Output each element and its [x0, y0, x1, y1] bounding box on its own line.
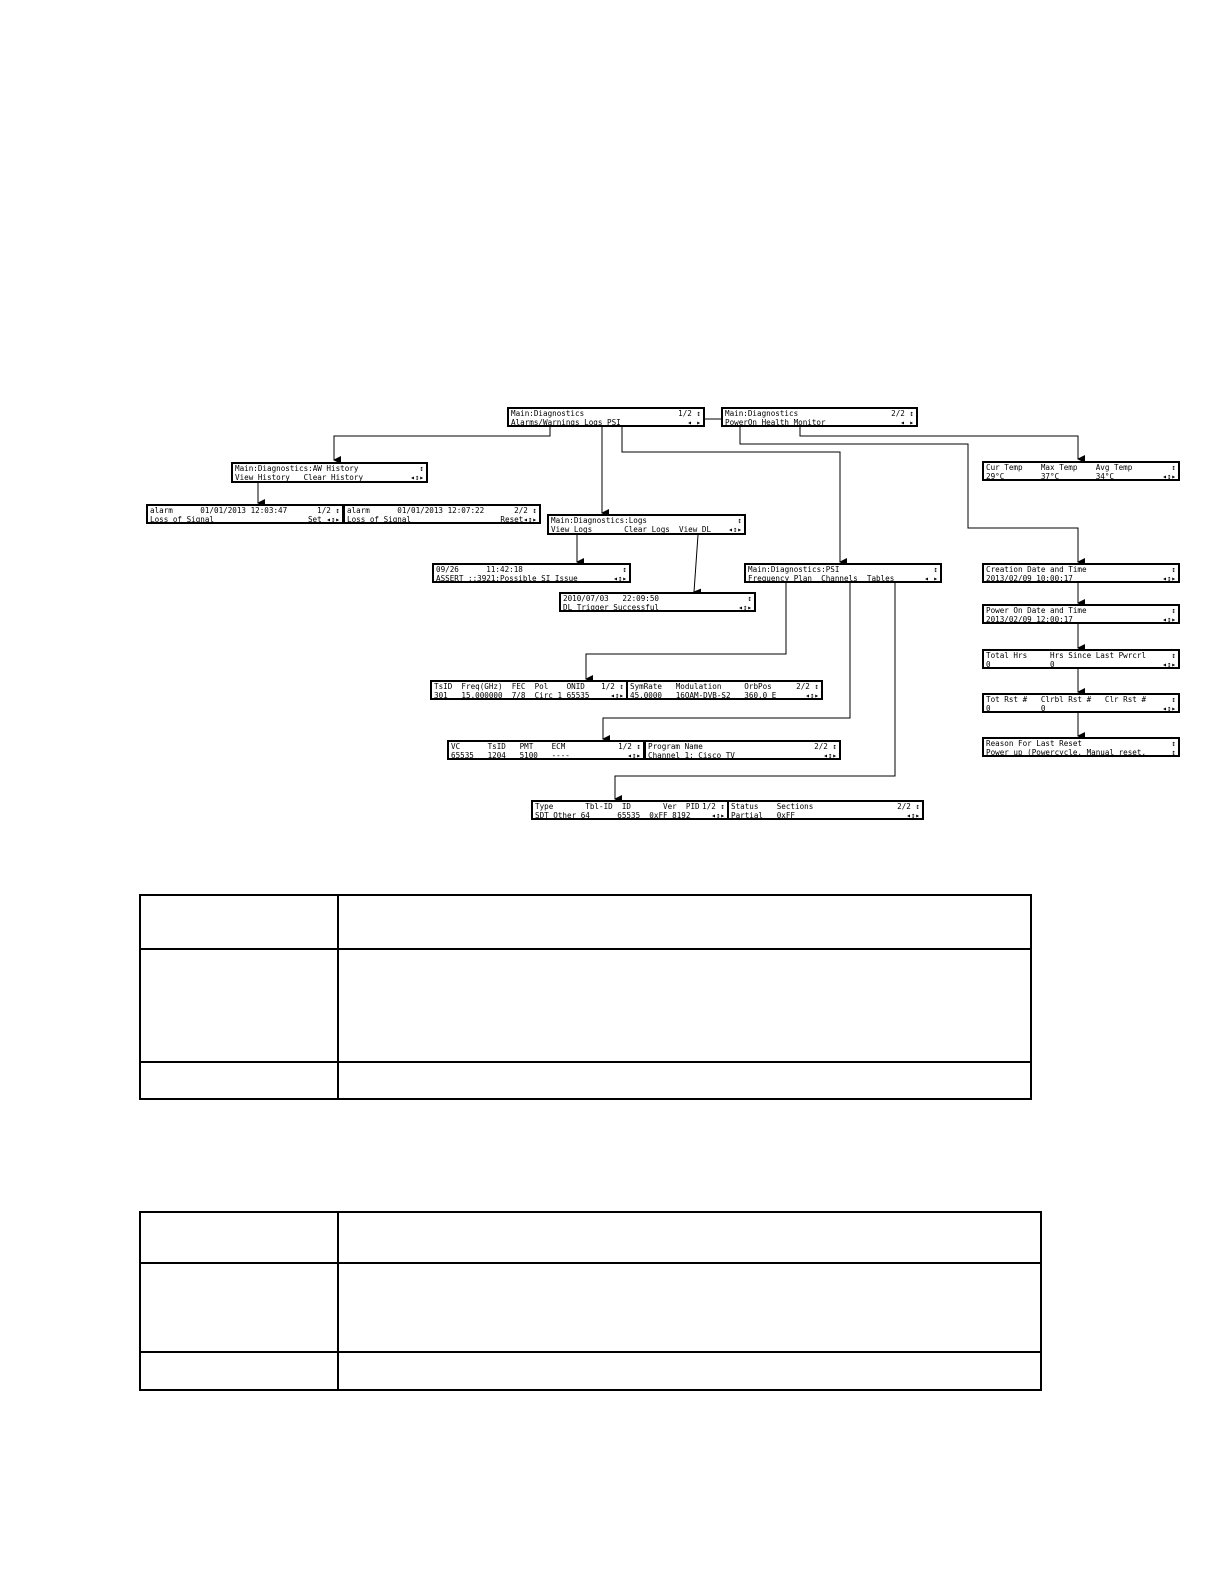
alarm-action: Reset: [500, 514, 524, 524]
screen-line1: Total Hrs Hrs Since Last Pwrcrl: [986, 651, 1147, 660]
scroll-arrows-icon: ↕: [747, 594, 752, 603]
screen-line2: 0 0: [986, 703, 1046, 713]
scroll-arrows-icon: ↕: [933, 565, 938, 574]
scroll-arrows-icon: ↕: [622, 565, 627, 574]
screen-line2: Partial 0xFF: [731, 810, 796, 820]
scroll-arrows-icon: ↕: [1171, 565, 1176, 574]
table-cell: [338, 1263, 1041, 1352]
page-indicator: 2/2: [891, 409, 905, 418]
scroll-arrows-icon: ↕: [720, 802, 725, 811]
screen-line1: Cur Temp Max Temp Avg Temp: [986, 463, 1133, 472]
screen-line2: 65535 1204 5100 ----: [451, 750, 570, 760]
nav-arrows-icon: ◂ ▸: [924, 573, 938, 583]
scroll-arrows-icon: ↕: [1171, 463, 1176, 472]
table-cell: [140, 949, 338, 1062]
screen-dl-entry: [559, 592, 756, 612]
page-indicator: 2/2: [796, 682, 810, 691]
page-indicator: 1/2: [618, 742, 632, 751]
scroll-arrows-icon: ↕: [832, 742, 837, 751]
nav-arrows-icon: ◂ ▸: [687, 417, 701, 427]
screen-line2: Channel 1: Cisco TV: [648, 750, 735, 760]
scroll-arrows-icon: ↕: [737, 516, 742, 525]
screen-line1: Reason For Last Reset: [986, 739, 1083, 748]
screen-line1: Main:Diagnostics:PSI: [748, 565, 840, 574]
screen-last-reset-reason: [982, 737, 1180, 757]
screen-line1: Main:Diagnostics: [511, 409, 585, 418]
screen-line1: TsID Freq(GHz) FEC Pol ONID: [434, 682, 585, 691]
screen-line2: View History Clear History: [235, 472, 364, 482]
table-2: [139, 1211, 1042, 1391]
screen-line2: 301 15.000000 7/8 Circ 1 65535: [434, 690, 590, 700]
nav-arrows-icon: ◂↕▸: [410, 472, 424, 482]
screen-line2: Frequency Plan Channels Tables: [748, 573, 895, 583]
screen-line1: 09/26 11:42:18: [436, 565, 523, 574]
nav-arrows-icon: ◂↕▸: [610, 690, 624, 700]
screen-tables-page1: [531, 800, 729, 820]
screen-line1: 2010/07/03 22:09:50: [563, 594, 660, 603]
scroll-arrows-icon: ↕: [915, 802, 920, 811]
screen-line1: Main:Diagnostics:AW History: [235, 464, 359, 473]
screen-reset-counts: [982, 693, 1180, 713]
nav-arrows-icon: ◂↕▸: [1162, 703, 1176, 713]
table-row: [140, 949, 1031, 1062]
screen-line1: alarm 01/01/2013 12:03:47: [150, 506, 288, 515]
screen-channels-page1: [447, 740, 645, 760]
table-cell: [338, 1352, 1041, 1390]
screen-line2: 2013/02/09 10:00:17: [986, 573, 1073, 583]
screen-alarm-page2: [343, 504, 541, 524]
screen-logs: [547, 514, 746, 535]
screen-line1: Creation Date and Time: [986, 565, 1087, 574]
link-diag1-awhistory: [334, 427, 550, 460]
table-row: [140, 1352, 1041, 1390]
scroll-arrows-icon: ↕: [1171, 747, 1176, 757]
nav-arrows-icon: ◂↕▸: [1162, 573, 1176, 583]
page-indicator: 1/2: [678, 409, 692, 418]
nav-arrows-icon: ◂↕▸: [627, 750, 641, 760]
screen-line2: 45.0000 16QAM-DVB-S2 360.0 E: [630, 690, 777, 700]
scroll-arrows-icon: ↕: [909, 409, 914, 418]
table-row: [140, 1062, 1031, 1099]
nav-arrows-icon: ◂↕▸: [1162, 614, 1176, 624]
nav-arrows-icon: ◂↕▸: [906, 810, 920, 820]
screen-frequency-plan-page2: [626, 680, 823, 700]
screen-diagnostics-page2: [721, 407, 918, 427]
screen-line1: Power On Date and Time: [986, 606, 1087, 615]
page-indicator: 1/2: [702, 802, 716, 811]
scroll-arrows-icon: ↕: [1171, 651, 1176, 660]
screen-line2: 0 0: [986, 659, 1055, 669]
link-logs-dl: [694, 535, 698, 592]
scroll-arrows-icon: ↕: [696, 409, 701, 418]
page-indicator: 2/2: [514, 506, 528, 515]
screen-alarm-page1: [146, 504, 344, 524]
table-cell: [338, 895, 1031, 949]
nav-arrows-icon: ◂↕▸: [738, 602, 752, 612]
screen-line1: Main:Diagnostics: [725, 409, 799, 418]
screen-line2: 29°C 37°C 34°C: [986, 471, 1115, 481]
link-diag1-psi: [622, 427, 840, 562]
table-cell: [140, 1263, 338, 1352]
scroll-arrows-icon: ↕: [335, 506, 340, 515]
screen-line2: View Logs Clear Logs View DL: [551, 524, 712, 534]
table-row: [140, 1212, 1041, 1263]
page-indicator: 2/2: [897, 802, 911, 811]
screen-diagnostics-page1: [507, 407, 705, 427]
screen-psi: [744, 563, 942, 583]
page-indicator: 1/2: [317, 506, 331, 515]
screen-line1: VC TsID PMT ECM: [451, 742, 566, 751]
screen-line1: Type Tbl-ID ID Ver PID: [535, 802, 700, 811]
scroll-arrows-icon: ↕: [814, 682, 819, 691]
nav-arrows-icon: ◂↕▸: [1162, 471, 1176, 481]
table-cell: [140, 1352, 338, 1390]
table-1: [139, 894, 1032, 1100]
table-cell: [140, 1062, 338, 1099]
nav-arrows-icon: ◂↕▸: [523, 514, 537, 524]
screen-line1: Main:Diagnostics:Logs: [551, 516, 648, 525]
screen-line2: PowerOn Health Monitor: [725, 417, 826, 427]
screen-line2: ASSERT ;;3921;Possible SI Issue: [436, 573, 578, 583]
scroll-arrows-icon: ↕: [1171, 695, 1176, 704]
page-indicator: 2/2: [814, 742, 828, 751]
screen-line1: alarm 01/01/2013 12:07:22: [347, 506, 485, 515]
link-diag2-temp: [800, 427, 1078, 459]
table-cell: [140, 895, 338, 949]
screen-total-hours: [982, 649, 1180, 669]
screen-creation-date: [982, 563, 1180, 583]
table-cell: [338, 1062, 1031, 1099]
screen-log-entry: [432, 563, 631, 583]
table-cell: [338, 949, 1031, 1062]
table-cell: [338, 1212, 1041, 1263]
scroll-arrows-icon: ↕: [419, 464, 424, 473]
scroll-arrows-icon: ↕: [1171, 606, 1176, 615]
screen-line2: Alarms/Warnings Logs PSI: [511, 417, 621, 427]
screen-power-on-date: [982, 604, 1180, 624]
scroll-arrows-icon: ↕: [1171, 739, 1176, 748]
screen-line1: Tot Rst # Clrbl Rst # Clr Rst #: [986, 695, 1147, 704]
nav-arrows-icon: ◂↕▸: [823, 750, 837, 760]
scroll-arrows-icon: ↕: [636, 742, 641, 751]
scroll-arrows-icon: ↕: [619, 682, 624, 691]
link-diag2-creation: [740, 427, 1078, 562]
scroll-arrows-icon: ↕: [532, 506, 537, 515]
nav-arrows-icon: ◂↕▸: [1162, 659, 1176, 669]
alarm-action: Set: [307, 514, 322, 524]
screen-tables-page2: [727, 800, 924, 820]
screen-line1: SymRate Modulation OrbPos: [630, 682, 772, 691]
nav-arrows-icon: ◂ ▸: [900, 417, 914, 427]
screen-channels-page2: [644, 740, 841, 760]
screen-line2: 2013/02/09 12:00:17: [986, 614, 1073, 624]
screen-line2: Loss of Signal: [150, 514, 215, 524]
page-indicator: 1/2: [601, 682, 615, 691]
nav-arrows-icon: ◂↕▸: [728, 524, 742, 534]
table-row: [140, 1263, 1041, 1352]
screen-frequency-plan-page1: [430, 680, 628, 700]
nav-arrows-icon: ◂↕▸: [805, 690, 819, 700]
screen-line2: SDT Other 64 65535 0xFF 8192: [535, 810, 691, 820]
table-cell: [140, 1212, 338, 1263]
screen-temperature: [982, 461, 1180, 481]
nav-arrows-icon: ◂↕▸: [326, 514, 340, 524]
screen-line2: Power up (Powercycle, Manual reset,: [986, 747, 1147, 757]
screen-line1: Program Name: [648, 742, 703, 751]
screen-line1: Status Sections: [731, 802, 814, 811]
screen-line2: DL Trigger Successful: [563, 602, 660, 612]
screen-line2: Loss of Signal: [347, 514, 412, 524]
table-row: [140, 895, 1031, 949]
nav-arrows-icon: ◂↕▸: [613, 573, 627, 583]
screen-aw-history: [231, 462, 428, 483]
nav-arrows-icon: ◂↕▸: [711, 810, 725, 820]
